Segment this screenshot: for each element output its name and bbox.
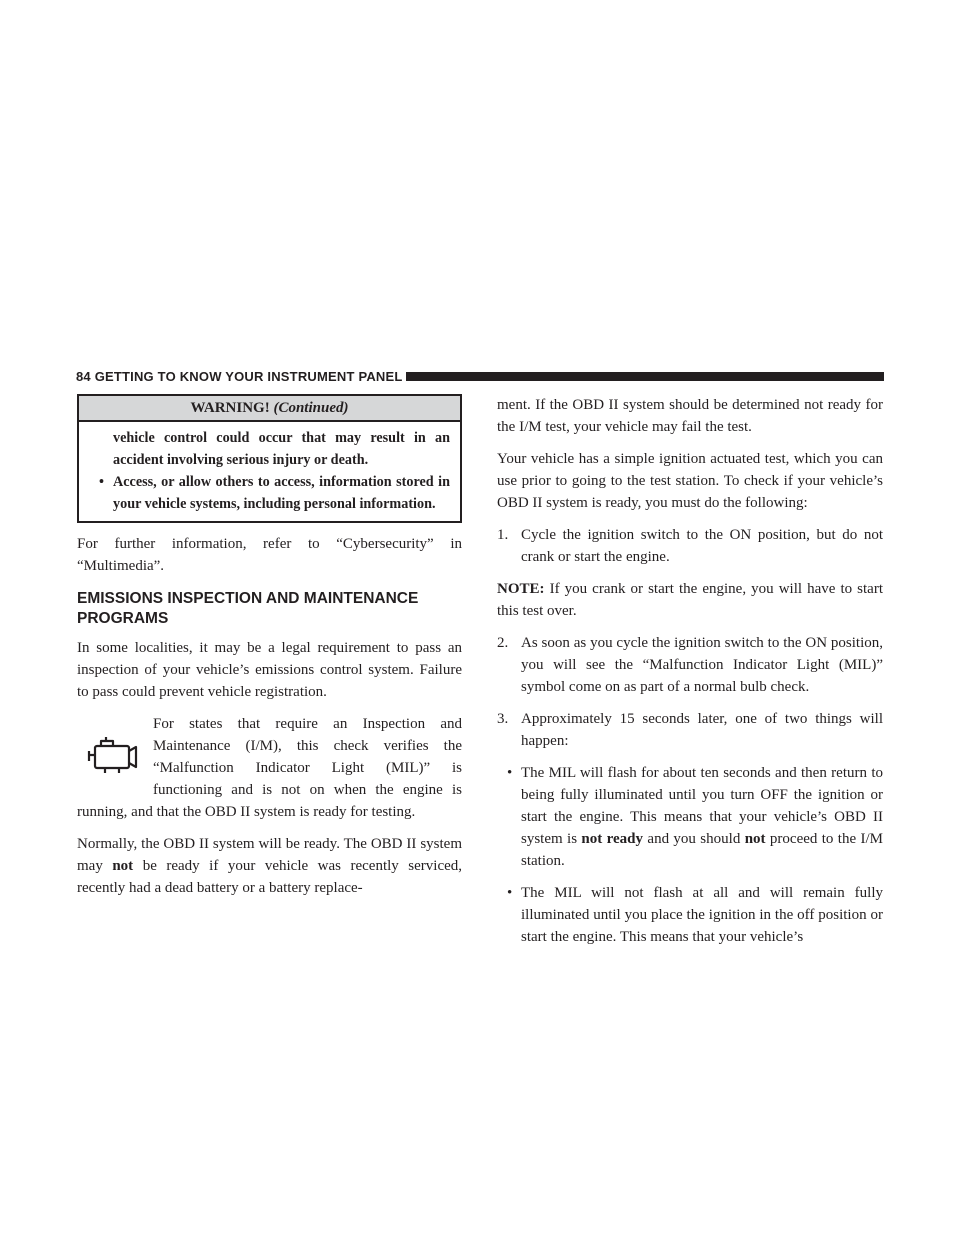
step-1: [497, 524, 883, 568]
para-states-text: For states that require an Inspection and Maintenance (I/M), this check verifies the “Malfunction Indicator Light (MIL)” is functioning and is not on when the engine is running, and that the OBD II system is ready for testing.: [77, 716, 462, 820]
page-header: [76, 367, 884, 387]
result-bullet-1: • The MIL will flash for about ten seconds and then return to being fully illuminated until you turn OFF the ignition or start the engine. This means that your vehicle’s OBD II system is not ready and you should not proceed to the I/M station.: [497, 762, 883, 872]
step-text: As soon as you cycle the ignition switch to the ON position, you will see the “Malfunction Indicator Light (MIL)” symbol come on as part of a normal bulb check.: [521, 635, 883, 695]
note: [497, 578, 883, 622]
emphasis-not: not: [744, 831, 766, 847]
para-normally: Normally, the OBD II system will be ready. The OBD II system may not be ready if your vehicle was recently serviced, recently had a dead battery or a battery replace-: [77, 836, 463, 896]
section-title: GETTING TO KNOW YOUR INSTRUMENT PANEL: [94, 369, 403, 384]
bullet-icon: •: [99, 474, 104, 490]
emphasis-not-ready: not ready: [581, 831, 644, 847]
warning-box: [77, 394, 462, 523]
step-number: 1.: [497, 527, 509, 543]
warning-bullet-item: [89, 471, 450, 515]
para-further-info: For further information, refer to “Cybersecurity” in “Multimedia”.: [77, 536, 462, 574]
step-text: Cycle the ignition switch to the ON position, but do not crank or start the engine.: [521, 527, 883, 565]
page-header-text: [76, 367, 403, 387]
header-rule: [406, 372, 884, 381]
note-text: If you crank or start the engine, you will have to start this test over.: [497, 581, 884, 619]
para-simple-test: Your vehicle has a simple ignition actuated test, which you can use prior to going to the test station. To check if your vehicle’s OBD II system is ready, you must do the following:: [497, 451, 883, 511]
emphasis-not: not: [112, 858, 134, 874]
right-column: [497, 394, 883, 958]
warning-bullet-text: Access, or allow others to access, information stored in your vehicle systems, including personal information.: [113, 474, 450, 512]
step-number: 2.: [497, 635, 509, 651]
malfunction-indicator-light-icon: [73, 713, 149, 801]
note-label: NOTE:: [497, 581, 545, 597]
bullet-icon: •: [507, 885, 513, 901]
warning-header: [79, 396, 460, 422]
step-text: Approximately 15 seconds later, one of two things will happen:: [521, 711, 883, 749]
result-bullet-2: • The MIL will not flash at all and will remain fully illuminated until you place the ignition in the off position or start the engine. This means that your vehicle’s: [497, 882, 883, 948]
section-heading: EMISSIONS INSPECTION AND MAINTENANCE PROGRAMS: [77, 590, 419, 627]
page-number: 84: [76, 369, 91, 384]
para-continuation: ment. If the OBD II system should be determined not ready for the I/M test, your vehicle may fail the test.: [497, 397, 883, 435]
left-column: [77, 394, 462, 909]
step-number: 3.: [497, 711, 509, 727]
warning-title: WARNING!: [190, 400, 270, 416]
warning-continuation: vehicle control could occur that may result in an accident involving serious injury or death.: [113, 430, 450, 468]
warning-body: [79, 422, 460, 521]
bullet-icon: •: [507, 765, 513, 781]
para-states: [77, 713, 462, 823]
para-localities: In some localities, it may be a legal requirement to pass an inspection of your vehicle’s emissions control system. Failure to pass could prevent vehicle registration.: [77, 640, 462, 700]
step-2: [497, 632, 883, 698]
warning-continued: (Continued): [273, 400, 349, 416]
step-3: [497, 708, 883, 752]
